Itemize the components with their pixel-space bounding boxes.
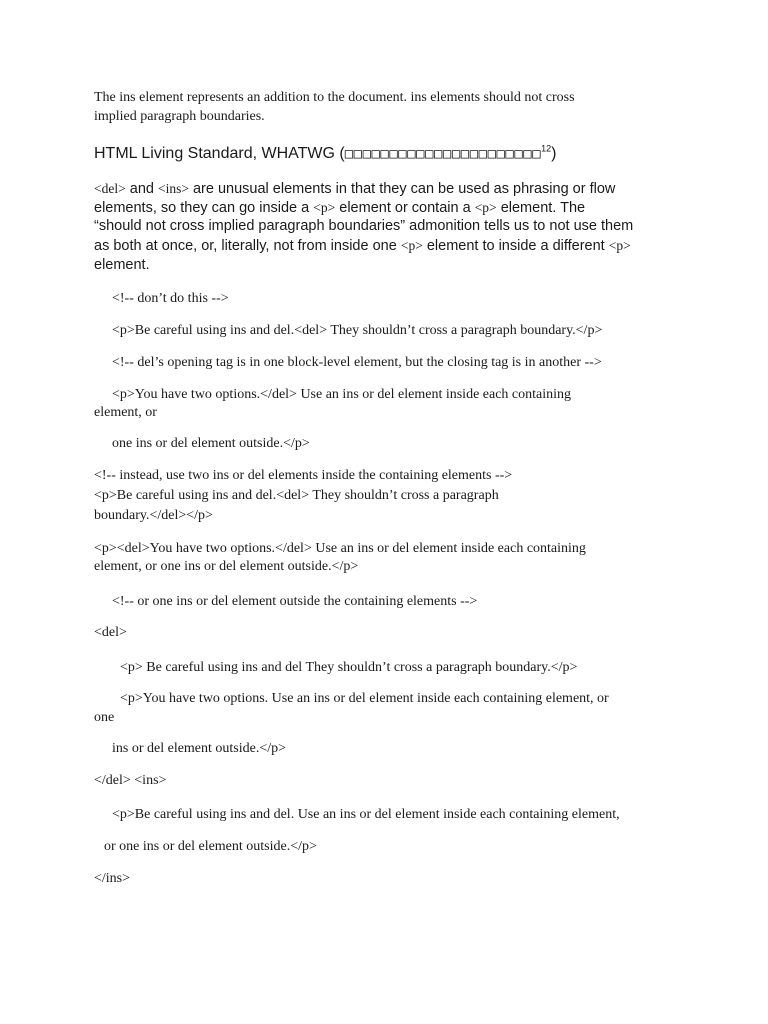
heading-text: HTML Living Standard, WHATWG ( xyxy=(94,145,345,162)
body-text: as both at once, or, literally, not from inside one xyxy=(94,238,401,254)
body-line-4 xyxy=(94,236,631,256)
code-line-4: <p>You have two options.</del> Use an ins or del element inside each containing xyxy=(112,387,572,402)
heading-missing-glyphs: □□□□□□□□□□□□□□□□□□□□□□ xyxy=(344,146,542,162)
body-line-2 xyxy=(94,198,585,218)
code-line-10: <p><del>You have two options.</del> Use an ins or del element inside each containing xyxy=(94,541,586,556)
body-text: are unusual elements in that they can be used as phrasing or flow xyxy=(188,181,616,197)
code-line-14: <p> Be careful using ins and del They shouldn’t cross a paragraph boundary.</p> xyxy=(120,660,578,675)
heading-close-paren: ) xyxy=(551,145,557,162)
code-line-15: <p>You have two options. Use an ins or del element inside each containing element, or xyxy=(120,691,609,706)
code-line-17: ins or del element outside.</p> xyxy=(112,741,287,756)
body-text: element. The xyxy=(496,200,586,216)
body-line-3: “should not cross implied paragraph boundaries” admonition tells us to not use them xyxy=(94,218,634,234)
body-text: elements, so they can go inside a xyxy=(94,200,314,216)
code-line-18: </del> <ins> xyxy=(94,773,167,788)
code-line-7: <!-- instead, use two ins or del elements inside the containing elements --> xyxy=(94,468,513,483)
p-tag-ref: <p> xyxy=(313,200,336,215)
p-tag-ref: <p> xyxy=(400,238,423,253)
code-line-13: <del> xyxy=(94,625,127,640)
code-line-21: </ins> xyxy=(94,871,131,886)
code-line-9: boundary.</del></p> xyxy=(94,508,213,523)
code-line-3: <!-- del’s opening tag is in one block-level element, but the closing tag is in another --> xyxy=(112,355,602,370)
code-line-19: <p>Be careful using ins and del. Use an ins or del element inside each containing element, xyxy=(112,807,620,822)
code-line-12: <!-- or one ins or del element outside the containing elements --> xyxy=(112,594,478,609)
del-tag-ref: <del> xyxy=(94,181,126,196)
body-line-1 xyxy=(94,179,615,199)
p-tag-ref: <p> xyxy=(474,200,497,215)
code-line-1: <!-- don’t do this --> xyxy=(112,291,229,306)
body-text: element or contain a xyxy=(335,200,475,216)
intro-line-1: The ins element represents an addition to the document. ins elements should not cross xyxy=(94,90,575,105)
code-line-2: <p>Be careful using ins and del.<del> They shouldn’t cross a paragraph boundary.</p> xyxy=(112,323,603,338)
code-line-5: element, or xyxy=(94,405,157,420)
body-text: element to inside a different xyxy=(422,238,609,254)
section-heading xyxy=(94,144,557,164)
body-text: and xyxy=(125,181,158,197)
body-line-5: element. xyxy=(94,257,150,273)
heading-footnote-ref: 12 xyxy=(541,143,552,154)
code-line-20: or one ins or del element outside.</p> xyxy=(104,839,317,854)
code-line-11: element, or one ins or del element outside.</p> xyxy=(94,559,359,574)
p-tag-ref: <p> xyxy=(608,238,631,253)
intro-line-2: implied paragraph boundaries. xyxy=(94,109,265,124)
code-line-16: one xyxy=(94,710,115,725)
code-line-6: one ins or del element outside.</p> xyxy=(112,436,310,451)
code-line-8: <p>Be careful using ins and del.<del> They shouldn’t cross a paragraph xyxy=(94,488,499,503)
ins-tag-ref: <ins> xyxy=(157,181,189,196)
